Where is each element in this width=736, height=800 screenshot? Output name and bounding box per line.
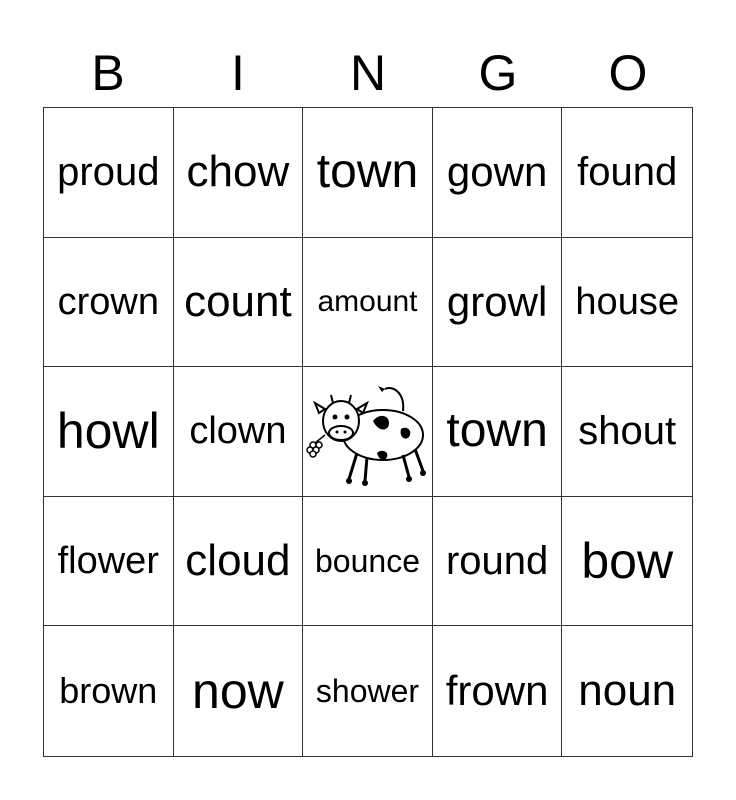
bingo-cell[interactable]: bounce <box>303 497 433 627</box>
bingo-cell[interactable]: clown <box>174 367 304 497</box>
bingo-cell[interactable]: gown <box>433 108 563 238</box>
bingo-cell[interactable]: cloud <box>174 497 304 627</box>
bingo-cell[interactable]: crown <box>44 238 174 368</box>
header-letter-i: I <box>231 45 245 101</box>
bingo-cell[interactable]: amount <box>303 238 433 368</box>
bingo-cell[interactable]: town <box>433 367 563 497</box>
bingo-cell[interactable]: bow <box>562 497 692 627</box>
bingo-cell[interactable]: frown <box>433 626 563 756</box>
bingo-cell[interactable]: town <box>303 108 433 238</box>
header-letter-b: B <box>91 45 125 101</box>
bingo-cell[interactable]: chow <box>174 108 304 238</box>
bingo-header <box>43 42 693 104</box>
bingo-cell[interactable]: howl <box>44 367 174 497</box>
header-letter-n: N <box>349 45 387 101</box>
bingo-cell[interactable]: house <box>562 238 692 368</box>
bingo-cell[interactable]: proud <box>44 108 174 238</box>
bingo-cell[interactable]: noun <box>578 666 677 716</box>
cow-icon <box>305 371 429 491</box>
bingo-cell[interactable]: shout <box>562 367 692 497</box>
bingo-cell[interactable]: now <box>174 626 304 756</box>
bingo-cell[interactable]: flower <box>44 497 174 627</box>
header-letter-o: O <box>608 45 648 101</box>
free-space-cell[interactable] <box>303 367 433 497</box>
header-letter-g: G <box>478 45 518 101</box>
bingo-cell[interactable]: found <box>562 108 692 238</box>
bingo-cell[interactable]: brown <box>44 626 174 756</box>
bingo-cell[interactable]: count <box>174 238 304 368</box>
bingo-board <box>43 107 693 757</box>
bingo-cell[interactable]: round <box>433 497 563 627</box>
bingo-cell[interactable]: growl <box>433 238 563 368</box>
bingo-cell[interactable]: shower <box>303 626 433 756</box>
